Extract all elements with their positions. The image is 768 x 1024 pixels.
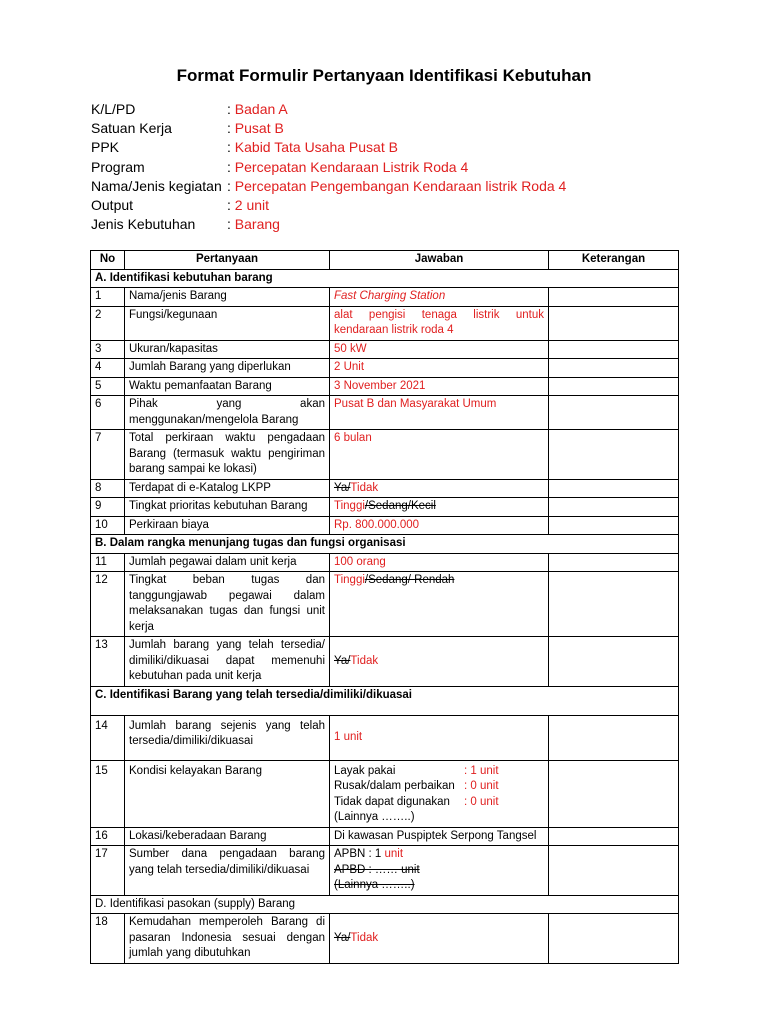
header-value: Percepatan Pengembangan Kendaraan listrik Roda 4	[234, 177, 567, 194]
row-no: 5	[91, 377, 125, 396]
header-row-ppk: PPK : Kabid Tata Usaha Pusat B	[91, 138, 691, 157]
table-row	[91, 715, 679, 760]
header-label: Satuan Kerja	[91, 120, 172, 137]
row-no: 15	[91, 760, 125, 827]
row-no: 6	[91, 396, 125, 430]
row-answer	[330, 479, 549, 498]
section-title: B. Dalam rangka menunjang tugas dan fungsi organisasi	[91, 535, 679, 554]
answer-struck-option: Ya/	[334, 931, 351, 944]
condition-line	[334, 795, 544, 811]
header-label: K/L/PD	[91, 101, 136, 117]
row-note	[549, 846, 679, 896]
row-no: 4	[91, 359, 125, 378]
fund-apbd: APBD : …… unit	[334, 863, 420, 876]
form-header	[91, 100, 691, 234]
answer-struck-option: Ya/	[334, 481, 351, 494]
row-note	[549, 827, 679, 846]
header-row-kegiatan: Nama/Jenis kegiatan : Percepatan Pengembangan Kendaraan listrik Roda 4	[91, 177, 691, 196]
row-answer: Pusat B dan Masyarakat Umum	[330, 396, 549, 430]
row-note	[549, 498, 679, 517]
row-answer: 6 bulan	[330, 430, 549, 480]
row-note	[549, 396, 679, 430]
row-note	[549, 377, 679, 396]
row-no: 9	[91, 498, 125, 517]
table-row	[91, 914, 679, 964]
row-no: 13	[91, 637, 125, 687]
row-answer: Fast Charging Station	[330, 288, 549, 307]
condition-line	[334, 779, 544, 795]
row-answer	[330, 846, 549, 896]
answer-struck-option: Ya/	[334, 654, 351, 667]
row-no: 10	[91, 516, 125, 535]
section-title: A. Identifikasi kebutuhan barang	[91, 269, 679, 288]
table-row	[91, 359, 679, 378]
row-no: 17	[91, 846, 125, 896]
col-header-no: No	[91, 251, 125, 270]
row-note	[549, 572, 679, 637]
table-row	[91, 396, 679, 430]
row-question: Sumber dana pengadaan barang yang telah tersedia/dimiliki/dikuasai	[125, 846, 330, 896]
row-question: Waktu pemanfaatan Barang	[125, 377, 330, 396]
row-note	[549, 715, 679, 760]
answer-selected-option: Tidak	[350, 931, 379, 944]
header-label: Program	[91, 158, 145, 175]
identification-table	[90, 250, 679, 964]
row-no: 12	[91, 572, 125, 637]
table-row	[91, 827, 679, 846]
row-no: 3	[91, 340, 125, 359]
row-question: Ukuran/kapasitas	[125, 340, 330, 359]
condition-other: (Lainnya ……..)	[334, 811, 415, 823]
row-answer	[330, 914, 549, 964]
row-question: Perkiraan biaya	[125, 516, 330, 535]
condition-value: : 0 unit	[464, 795, 499, 808]
header-row-klpd: K/L/PD : Badan A	[91, 100, 691, 119]
condition-label: Layak pakai	[334, 764, 396, 777]
row-no: 11	[91, 553, 125, 572]
table-row	[91, 288, 679, 307]
section-c-row	[91, 686, 679, 715]
row-answer: 1 unit	[330, 715, 549, 760]
row-question: Terdapat di e-Katalog LKPP	[125, 479, 330, 498]
header-row-output: Output : 2 unit	[91, 196, 691, 215]
header-label: PPK	[91, 139, 120, 156]
table-row	[91, 516, 679, 535]
row-answer: 50 kW	[330, 340, 549, 359]
header-row-jenis-kebutuhan: Jenis Kebutuhan : Barang	[91, 215, 691, 234]
row-no: 16	[91, 827, 125, 846]
row-answer	[330, 498, 549, 517]
row-answer: Rp. 800.000.000	[330, 516, 549, 535]
table-row	[91, 430, 679, 480]
table-row	[91, 479, 679, 498]
row-no: 14	[91, 715, 125, 760]
fund-apbn	[334, 847, 544, 863]
row-question: Tingkat beban tugas dan tanggungjawab pegawai dalam melaksanakan tugas dan fungsi unit kerja	[125, 572, 330, 637]
fund-apbn-unit: unit	[384, 848, 404, 860]
col-header-jawaban: Jawaban	[330, 251, 549, 270]
row-note	[549, 340, 679, 359]
condition-value: : 0 unit	[464, 780, 499, 792]
row-no: 8	[91, 479, 125, 498]
row-question: Total perkiraan waktu pengadaan Barang (termasuk waktu pengiriman barang sampai ke lokasi)	[125, 430, 330, 480]
row-answer: Di kawasan Puspiptek Serpong Tangsel	[330, 827, 549, 846]
answer-selected-option: Tidak	[350, 654, 379, 667]
row-answer	[330, 572, 549, 637]
header-value: Percepatan Kendaraan Listrik Roda 4	[234, 158, 469, 175]
header-label: Jenis Kebutuhan	[91, 216, 196, 233]
row-question: Jumlah barang yang telah tersedia/ dimiliki/dikuasai dapat memenuhi kebutuhan pada unit kerja	[125, 637, 330, 687]
table-row	[91, 377, 679, 396]
row-note	[549, 637, 679, 687]
row-answer: 2 Unit	[330, 359, 549, 378]
header-value: 2 unit	[234, 196, 270, 213]
page-title: Format Formulir Pertanyaan Identifikasi Kebutuhan	[176, 66, 592, 85]
row-question: Jumlah pegawai dalam unit kerja	[125, 553, 330, 572]
row-answer: 100 orang	[330, 553, 549, 572]
row-answer: alat pengisi tenaga listrik untuk kendaraan listrik roda 4	[330, 306, 549, 340]
condition-value: : 1 unit	[464, 764, 499, 777]
answer-selected-option: Tinggi	[334, 500, 365, 512]
header-value: Kabid Tata Usaha Pusat B	[234, 139, 398, 156]
header-label: Nama/Jenis kegiatan	[91, 177, 222, 194]
header-label: Output	[91, 196, 134, 213]
row-question: Jumlah Barang yang diperlukan	[125, 359, 330, 378]
row-question: Nama/jenis Barang	[125, 288, 330, 307]
header-value: Pusat B	[234, 120, 284, 137]
row-note	[549, 430, 679, 480]
header-value: Badan A	[234, 101, 288, 117]
condition-label: Rusak/dalam perbaikan	[334, 780, 455, 792]
table-row	[91, 572, 679, 637]
section-title: D. Identifikasi pasokan (supply) Barang	[91, 895, 679, 914]
table-row	[91, 846, 679, 896]
table-row	[91, 553, 679, 572]
row-note	[549, 516, 679, 535]
condition-label: Tidak dapat digunakan	[334, 795, 450, 808]
table-header-row	[91, 251, 679, 270]
row-note	[549, 479, 679, 498]
row-note	[549, 288, 679, 307]
row-answer: 3 November 2021	[330, 377, 549, 396]
row-question: Kemudahan memperoleh Barang di pasaran Indonesia sesuai dengan jumlah yang dibutuhkan	[125, 914, 330, 964]
table-row	[91, 498, 679, 517]
header-row-program: Program : Percepatan Kendaraan Listrik Roda 4	[91, 158, 691, 177]
table-row	[91, 306, 679, 340]
col-header-pertanyaan: Pertanyaan	[125, 251, 330, 270]
row-question: Kondisi kelayakan Barang	[125, 760, 330, 827]
row-question: Jumlah barang sejenis yang telah tersedia/dimiliki/dikuasai	[125, 715, 330, 760]
row-question: Fungsi/kegunaan	[125, 306, 330, 340]
row-question: Pihak yang akan menggunakan/mengelola Barang	[125, 396, 330, 430]
row-answer	[330, 637, 549, 687]
section-a-row	[91, 269, 679, 288]
section-title: C. Identifikasi Barang yang telah tersedia/dimiliki/dikuasai	[91, 686, 679, 715]
table-row	[91, 760, 679, 827]
section-b-row	[91, 535, 679, 554]
fund-other: (Lainnya ……..)	[334, 879, 415, 891]
header-row-satuan-kerja: Satuan Kerja : Pusat B	[91, 119, 691, 138]
section-d-row	[91, 895, 679, 914]
header-value: Barang	[234, 216, 280, 233]
answer-struck-option: /Sedang/Kecil	[364, 500, 436, 512]
table-row	[91, 340, 679, 359]
row-no: 18	[91, 914, 125, 964]
row-note	[549, 914, 679, 964]
row-note	[549, 553, 679, 572]
answer-selected-option: Tinggi	[334, 574, 365, 586]
row-note	[549, 359, 679, 378]
table-row	[91, 637, 679, 687]
col-header-keterangan: Keterangan	[549, 251, 679, 270]
fund-apbn-label: APBN : 1	[334, 848, 385, 860]
row-question: Lokasi/keberadaan Barang	[125, 827, 330, 846]
row-no: 7	[91, 430, 125, 480]
row-question: Tingkat prioritas kebutuhan Barang	[125, 498, 330, 517]
answer-struck-option: /Sedang/ Rendah	[364, 574, 455, 586]
row-note	[549, 306, 679, 340]
row-no: 2	[91, 306, 125, 340]
row-note	[549, 760, 679, 827]
answer-selected-option: Tidak	[350, 481, 379, 494]
row-answer	[330, 760, 549, 827]
row-no: 1	[91, 288, 125, 307]
condition-line	[334, 764, 544, 780]
